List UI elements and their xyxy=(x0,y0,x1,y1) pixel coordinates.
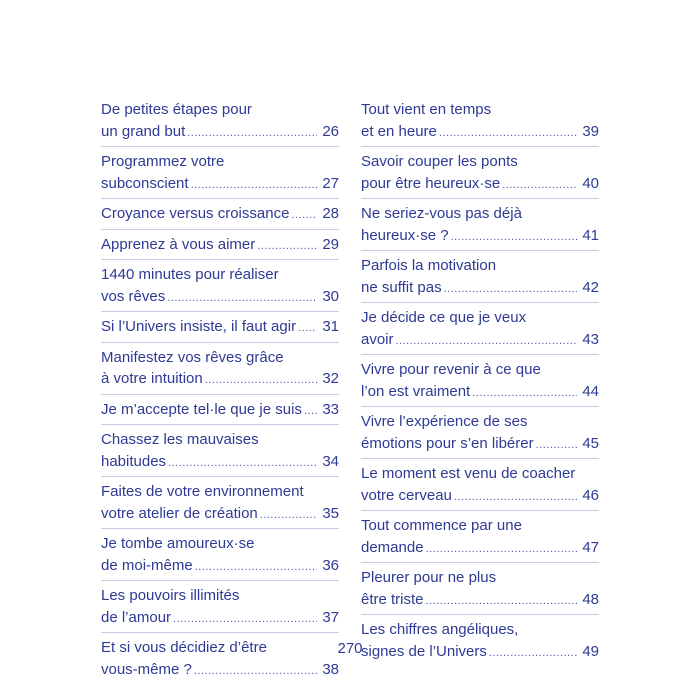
dot-leader xyxy=(426,591,577,613)
toc-entry[interactable] xyxy=(361,203,599,251)
toc-entry[interactable] xyxy=(101,203,339,230)
toc-entry-page-number: 38 xyxy=(322,660,339,678)
toc-entry-title-line: de moi-même xyxy=(101,556,193,574)
toc-entry-title-line: Je tombe amoureux·se xyxy=(101,535,255,552)
dot-leader xyxy=(191,175,317,197)
toc-entry-last-line xyxy=(101,173,339,197)
toc-entry-last-line xyxy=(101,203,339,227)
toc-entry[interactable] xyxy=(101,234,339,261)
toc-entry-page-number: 34 xyxy=(322,452,339,470)
toc-entry-page-number: 37 xyxy=(322,608,339,626)
toc-entry-title-line: habitudes xyxy=(101,452,167,470)
toc-entry-title-line: Si l’Univers insiste, il faut agir xyxy=(101,318,297,335)
toc-entry-title-line: Je m’accepte tel·le que je suis xyxy=(101,400,302,418)
toc-entry-page-number: 42 xyxy=(582,278,599,296)
toc-entry-page-number: 29 xyxy=(322,235,339,253)
dot-leader xyxy=(426,539,577,561)
toc-entry-last-line xyxy=(361,589,599,613)
toc-entry-title-line: être triste xyxy=(361,590,424,608)
toc-entry-last-line xyxy=(361,485,599,509)
toc-entry-title-line: un grand but xyxy=(101,122,186,140)
toc-entry-title-line: vous-même ? xyxy=(101,660,192,678)
toc-entry-last-line xyxy=(101,451,339,475)
dot-leader xyxy=(298,318,317,340)
toc-entry[interactable] xyxy=(361,359,599,407)
toc-entry-last-line xyxy=(101,399,339,423)
toc-entry-title-line: avoir xyxy=(361,330,394,348)
dot-leader xyxy=(444,279,577,301)
toc-entry-title-line: votre atelier de création xyxy=(101,504,258,522)
toc-entry-last-line xyxy=(101,503,339,527)
dot-leader xyxy=(396,331,577,353)
toc-entry-last-line xyxy=(101,286,339,310)
toc-entry-page-number: 35 xyxy=(322,504,339,522)
toc-entry[interactable] xyxy=(361,99,599,147)
toc-entry-last-line xyxy=(361,381,599,405)
toc-entry[interactable] xyxy=(361,411,599,459)
dot-leader xyxy=(168,453,317,475)
toc-entry-last-line xyxy=(101,659,339,683)
toc-entry-title-line: signes de l’Univers xyxy=(361,642,487,660)
toc-entry-title-line: Chassez les mauvaises xyxy=(101,431,259,448)
toc-entry-title-line: de l’amour xyxy=(101,608,172,626)
toc-entry[interactable] xyxy=(361,567,599,615)
toc-entry-title-line: Manifestez vos rêves grâce xyxy=(101,348,284,366)
toc-column-right xyxy=(361,99,599,670)
toc-entry-title-line: émotions pour s’en libérer xyxy=(361,434,534,452)
toc-entry-title-line: Je décide ce que je veux xyxy=(361,309,527,326)
toc-entry-last-line xyxy=(361,225,599,249)
toc-entry[interactable] xyxy=(101,347,339,395)
dot-leader xyxy=(536,435,577,457)
toc-entry[interactable] xyxy=(361,463,599,511)
toc-entry[interactable] xyxy=(101,429,339,477)
toc-entry-page-number: 36 xyxy=(322,556,339,574)
toc-entry-title-line: Les chiffres angéliques, xyxy=(361,621,519,638)
toc-entry-page-number: 48 xyxy=(582,590,599,608)
toc-entry-title-line: Les pouvoirs illimités xyxy=(101,587,240,604)
toc-entry-page-number: 31 xyxy=(322,318,339,335)
toc-entry-page-number: 44 xyxy=(582,382,599,400)
toc-entry-title-line: 1440 minutes pour réaliser xyxy=(101,266,279,283)
toc-entry-title-line: heureux·se ? xyxy=(361,226,449,244)
toc-entry-page-number: 41 xyxy=(582,226,599,244)
toc-entry[interactable] xyxy=(101,533,339,581)
toc-entry-title-line: et en heure xyxy=(361,122,437,140)
toc-column-left xyxy=(101,99,339,688)
toc-entry-last-line xyxy=(361,121,599,145)
toc-entry[interactable] xyxy=(361,151,599,199)
toc-entry-title-line: Croyance versus croissance xyxy=(101,205,290,222)
toc-entry-title-line: Tout commence par une xyxy=(361,517,522,534)
toc-entry-page-number: 27 xyxy=(322,174,339,192)
toc-entry-page-number: 46 xyxy=(582,486,599,504)
toc-entry-title-line: à votre intuition xyxy=(101,370,203,387)
toc-entry-title-line: Apprenez à vous aimer xyxy=(101,235,256,253)
toc-entry-title-line: Vivre pour revenir à ce que xyxy=(361,361,541,378)
toc-entry-title-line: vos rêves xyxy=(101,287,166,305)
toc-entry-last-line xyxy=(101,555,339,579)
dot-leader xyxy=(205,370,317,392)
toc-entry-title-line: Programmez votre xyxy=(101,153,225,170)
dot-leader xyxy=(260,505,317,527)
toc-entry[interactable] xyxy=(101,151,339,199)
toc-entry-page-number: 40 xyxy=(582,174,599,192)
dot-leader xyxy=(187,123,317,145)
dot-leader xyxy=(451,227,577,249)
dot-leader xyxy=(257,236,317,258)
toc-entry[interactable] xyxy=(101,99,339,147)
toc-entry-last-line xyxy=(101,316,339,340)
dot-leader xyxy=(304,401,317,423)
dot-leader xyxy=(167,288,317,310)
toc-entry-title-line: demande xyxy=(361,538,424,556)
toc-entry[interactable] xyxy=(101,585,339,633)
toc-entry-title-line: l’on est vraiment xyxy=(361,382,471,400)
toc-entry-title-line: Ne seriez-vous pas déjà xyxy=(361,205,522,222)
toc-entry-page-number: 43 xyxy=(582,330,599,348)
toc-entry-page-number: 49 xyxy=(582,642,599,660)
toc-entry-page-number: 47 xyxy=(582,538,599,556)
toc-entry-page-number: 32 xyxy=(322,370,339,387)
toc-entry[interactable] xyxy=(101,316,339,343)
toc-entry-title-line: Parfois la motivation xyxy=(361,257,497,274)
toc-entry-last-line xyxy=(361,433,599,457)
toc-entry-title-line: Et si vous décidiez d’être xyxy=(101,639,267,656)
toc-entry-title-line: Pleurer pour ne plus xyxy=(361,569,497,586)
toc-entry[interactable] xyxy=(101,264,339,312)
toc-entry-last-line xyxy=(101,368,339,392)
toc-entry-title-line: Vivre l’expérience de ses xyxy=(361,413,528,430)
toc-entry-title-line: Le moment est venu de coacher xyxy=(361,465,576,482)
toc-entry-last-line xyxy=(361,329,599,353)
toc-entry-page-number: 39 xyxy=(582,122,599,140)
toc-entry-title-line: votre cerveau xyxy=(361,486,452,504)
dot-leader xyxy=(195,557,317,579)
toc-entry-title-line: Savoir couper les ponts xyxy=(361,153,518,170)
dot-leader xyxy=(439,123,577,145)
toc-entry-page-number: 30 xyxy=(322,287,339,305)
toc-entry-last-line xyxy=(361,537,599,561)
toc-entry[interactable] xyxy=(101,399,339,426)
toc-entry-page-number: 45 xyxy=(582,434,599,452)
toc-entry-last-line xyxy=(101,607,339,631)
page-number: 270 xyxy=(337,640,363,657)
toc-entry-last-line xyxy=(101,121,339,145)
toc-entry-last-line xyxy=(101,234,339,258)
dot-leader xyxy=(194,661,317,683)
dot-leader xyxy=(173,609,317,631)
dot-leader xyxy=(454,487,577,509)
toc-entry-title-line: Faites de votre environnement xyxy=(101,483,304,500)
dot-leader xyxy=(291,205,317,227)
toc-entry[interactable] xyxy=(361,307,599,355)
toc-entry-title-line: ne suffit pas xyxy=(361,278,442,296)
toc-entry-page-number: 26 xyxy=(322,122,339,140)
toc-entry-title-line: De petites étapes pour xyxy=(101,101,252,118)
toc-entry-page-number: 28 xyxy=(322,205,339,222)
toc-entry-last-line xyxy=(361,277,599,301)
toc-entry-last-line xyxy=(361,173,599,197)
dot-leader xyxy=(472,383,577,405)
toc-entry-title-line: pour être heureux·se xyxy=(361,174,501,192)
toc-entry-page-number: 33 xyxy=(322,400,339,418)
toc-entry[interactable] xyxy=(101,481,339,529)
toc-entry-title-line: subconscient xyxy=(101,174,189,192)
toc-entry[interactable] xyxy=(361,515,599,563)
toc-entry-title-line: Tout vient en temps xyxy=(361,101,492,118)
toc-entry[interactable] xyxy=(361,255,599,303)
dot-leader xyxy=(502,175,577,197)
